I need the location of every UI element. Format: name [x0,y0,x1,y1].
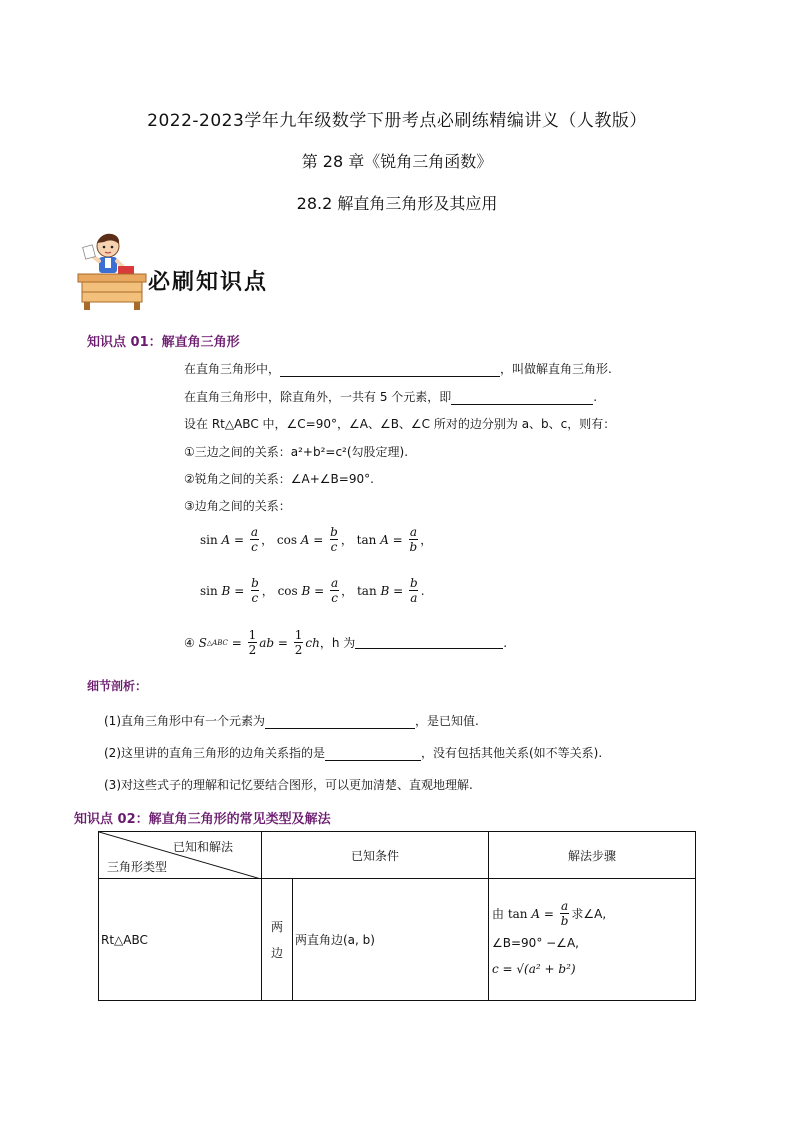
detail-p2 [104,744,602,761]
detail-heading: 细节剖析： [87,679,148,693]
detail-p2-post: ，没有包括其他关系(如不等关系). [421,746,603,760]
corner-top-label: 已知和解法 [173,840,234,854]
kp1-line1 [184,360,612,377]
step-3: c = √(a² + b²) [492,962,576,976]
answer-blank[interactable] [355,636,503,649]
kp1-line2 [184,388,597,405]
kp1-heading: 知识点 01：解直角三角形 [87,335,240,350]
student-desk-icon [72,228,152,312]
kp1-item1: ①三边之间的关系：a²+b²=c²(勾股定理). [184,445,409,459]
step1-pre: 由 [492,906,505,921]
chapter-title: 第 28 章《锐角三角函数》 [301,152,493,171]
detail-p1-pre: (1)直角三角形中有一个元素为 [104,714,265,728]
corner-bottom-label: 三角形类型 [107,860,168,874]
area-end: . [503,635,508,650]
solution-table [98,831,696,1001]
row-group-cell [262,879,293,1001]
detail-p3: (3)对这些式子的理解和记忆要结合图形，可以更加清楚、直观地理解. [104,778,473,792]
formula-area: ④ S △ABC = $\frac{1}{2}$ ab = $\frac{1}{2}$ ch ，h 为 . [184,628,508,657]
kp1-line3: 设在 Rt△ABC 中，∠C=90°，∠A、∠B、∠C 所对的边分别为 a、b、c，则有： [184,417,616,431]
section-title: 28.2 解直角三角形及其应用 [296,194,498,213]
step-2: ∠B=90° −∠A, [492,936,579,950]
detail-p1-post: ，是已知值. [415,714,479,728]
answer-blank[interactable] [265,716,415,729]
header-steps: 解法步骤 [489,832,696,879]
answer-blank[interactable] [280,364,500,377]
detail-p2-pre: (2)这里讲的直角三角形的边角关系指的是 [104,746,325,760]
formula-row-B: sin B = $\frac{b}{c}$ ， cos B = $\frac{a}{c}$ ， tan B = $\frac{b}{a}$ . [200,576,425,605]
kp1-line2-pre: 在直角三角形中，除直角外，一共有 5 个元素，即 [184,390,452,404]
row-cond-cell: 两直角边(a, b) [293,879,489,1001]
kp1-line1-post: ，叫做解直角三角形. [500,362,612,376]
detail-p1 [104,712,479,729]
row-group-label: 两边 [270,919,283,960]
answer-blank[interactable] [325,748,421,761]
step-1: 由 tan A = $\frac{a}{b}$ 求∠A, [492,899,607,928]
kp1-line2-post: . [593,390,598,404]
table-corner-cell [99,832,262,879]
kp1-line1-pre: 在直角三角形中， [184,362,281,376]
row-steps-cell [489,879,696,1001]
kp2-heading: 知识点 02：解直角三角形的常见类型及解法 [74,812,331,827]
step1-post: 求∠A, [571,906,607,921]
kp1-item2: ②锐角之间的关系：∠A+∠B=90°. [184,472,374,486]
formula-row-A: sin A = $\frac{a}{c}$ ， cos A = $\frac{b}{c}$ ， tan A = $\frac{a}{b}$ ， [200,525,433,554]
header-known: 已知条件 [262,832,489,879]
kp1-item3: ③边角之间的关系： [184,499,291,513]
document-title: 2022-2023学年九年级数学下册考点必刷练精编讲义（人教版） [147,111,647,131]
answer-blank[interactable] [451,392,593,405]
row-type-cell: Rt△ABC [99,879,262,1001]
area-h-label: ，h 为 [319,636,356,650]
banner-label: 必刷知识点 [148,269,269,295]
